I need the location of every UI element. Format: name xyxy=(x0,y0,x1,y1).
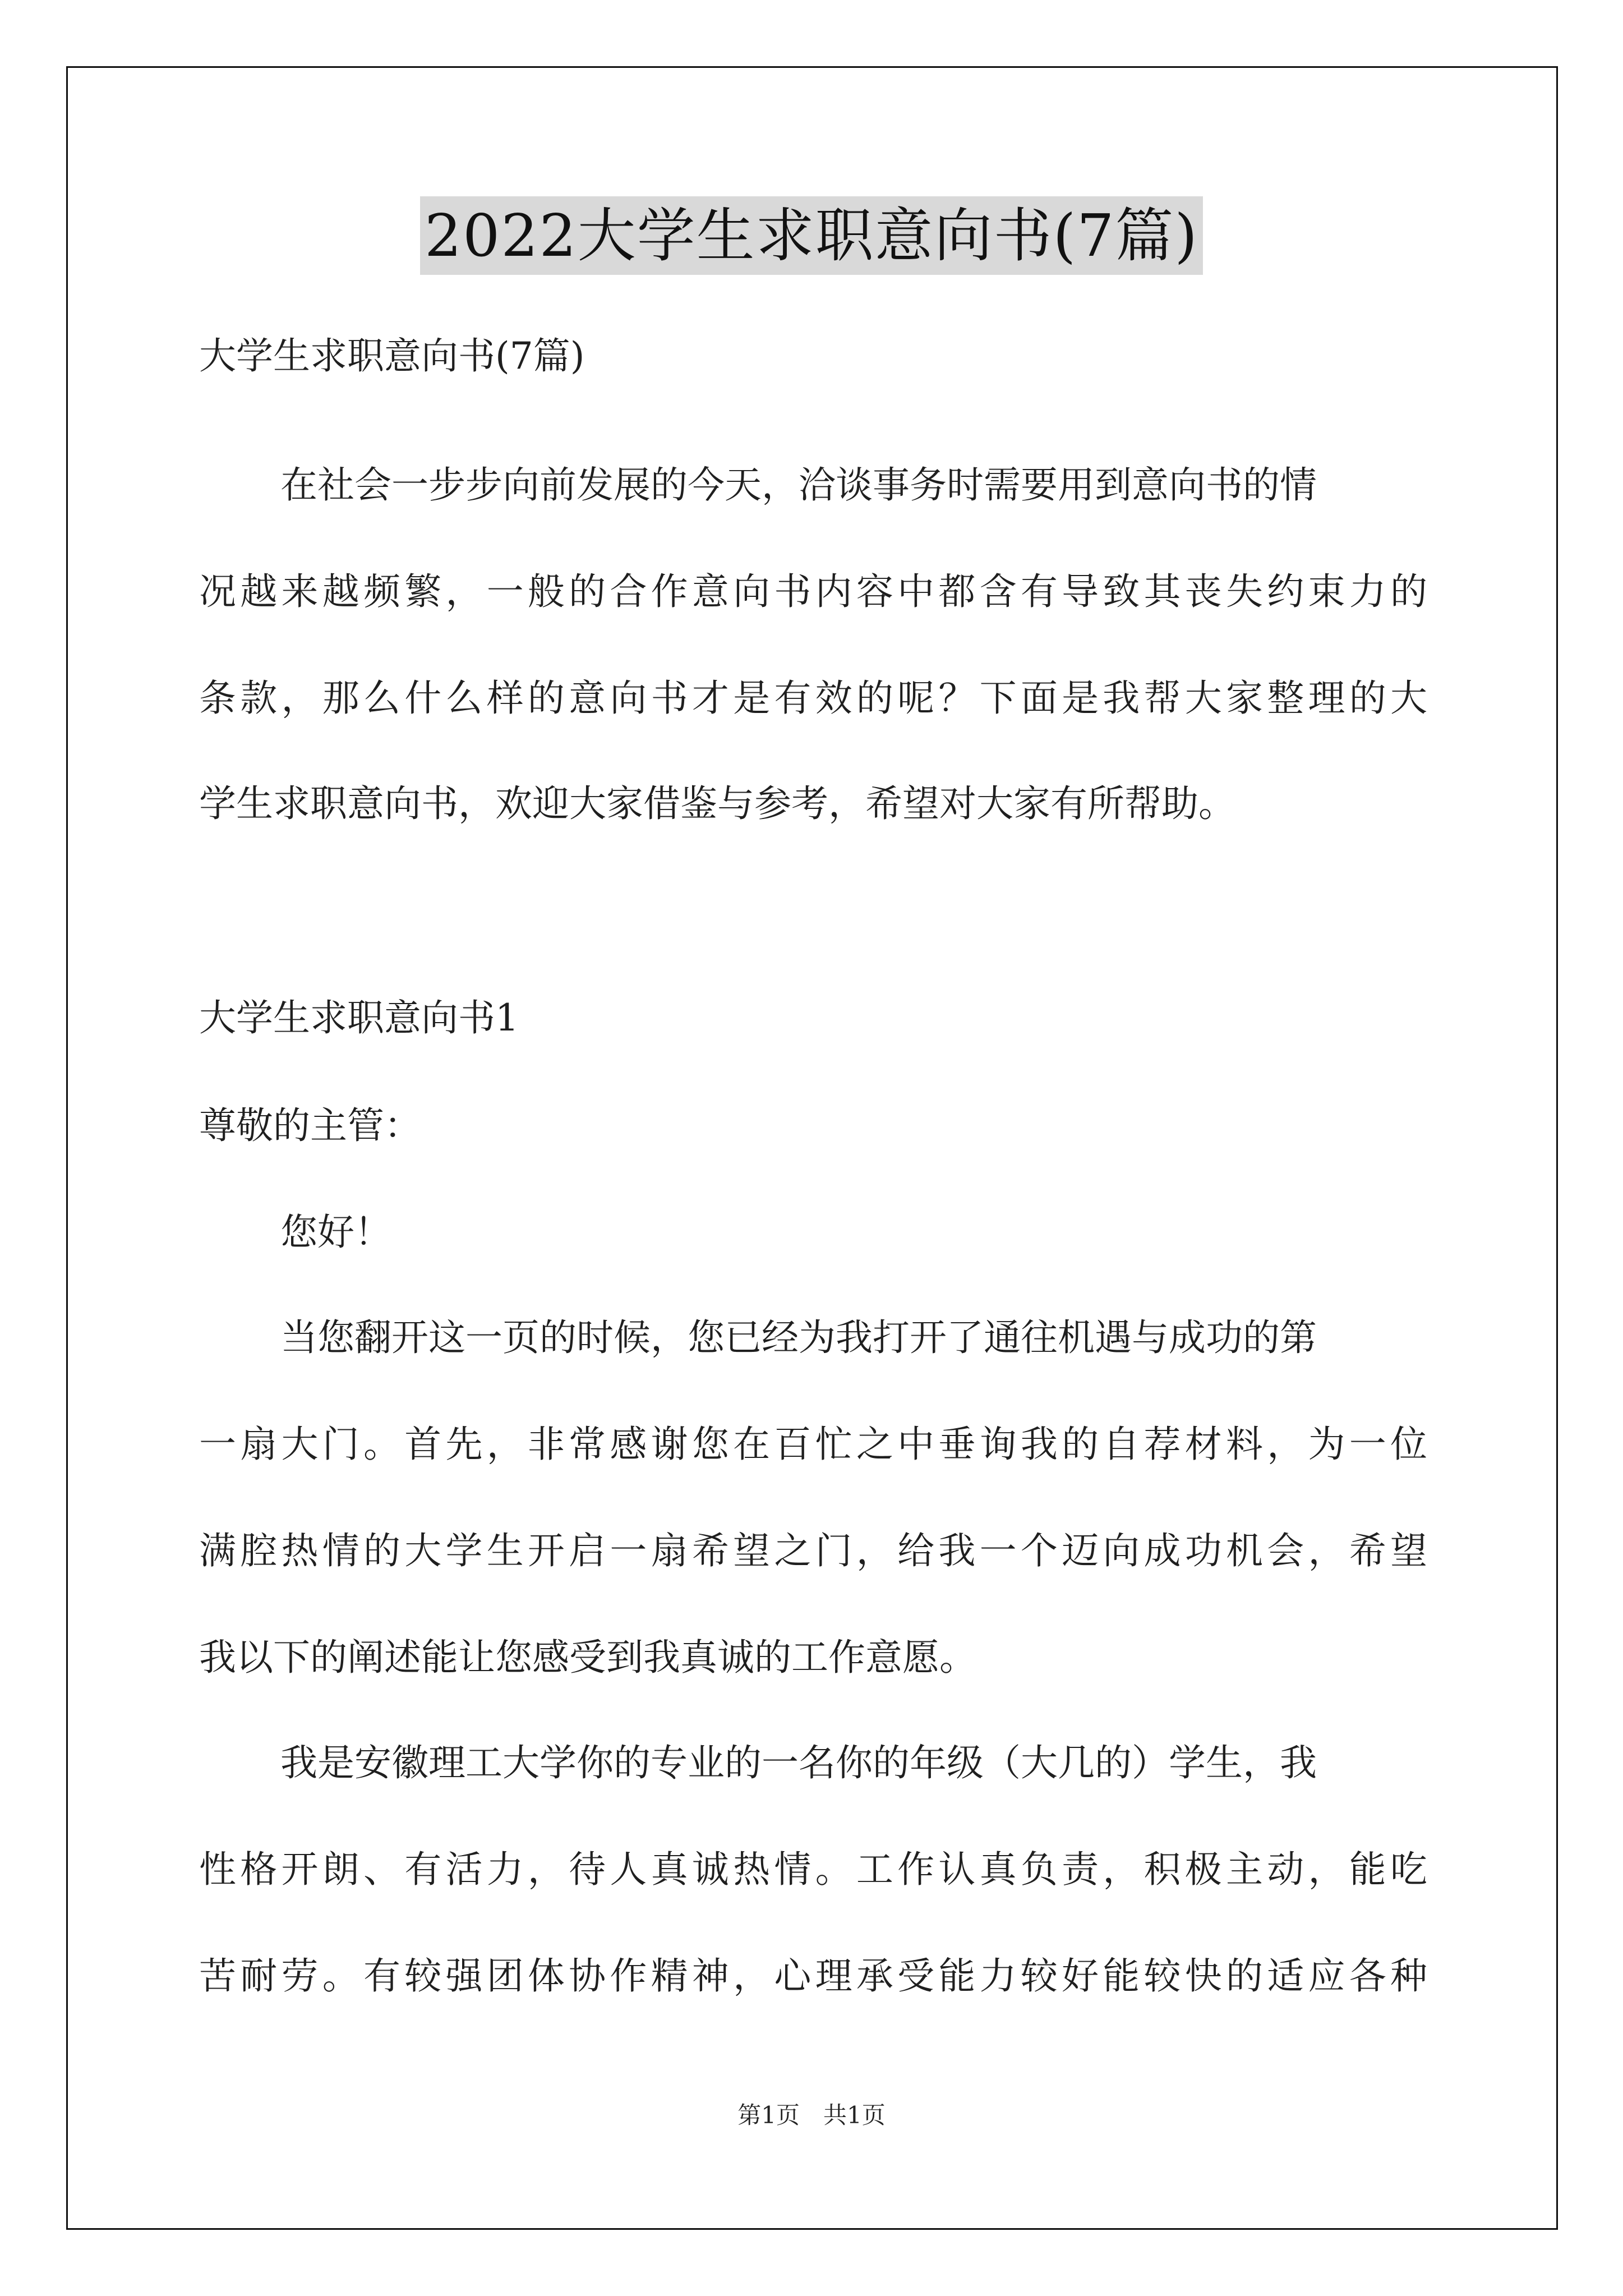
intro-line-4: 学生求职意向书，欢迎大家借鉴与参考，希望对大家有所帮助。 xyxy=(199,782,1235,825)
para1-line-4: 我以下的阐述能让您感受到我真诚的工作意愿。 xyxy=(199,1636,976,1679)
para1-line-1: 当您翻开这一页的时候，您已经为我打开了通往机遇与成功的第 xyxy=(280,1316,1317,1359)
salutation: 尊敬的主管： xyxy=(199,1104,421,1147)
greeting: 您好！ xyxy=(280,1211,391,1254)
intro-line-2: 况越来越频繁，一般的合作意向书内容中都含有导致其丧失约束力的 xyxy=(199,570,1427,613)
para2-line-2: 性格开朗、有活力，待人真诚热情。工作认真负责，积极主动，能吃 xyxy=(199,1848,1427,1891)
para1-line-2: 一扇大门。首先，非常感谢您在百忙之中垂询我的自荐材料，为一位 xyxy=(199,1423,1427,1466)
para2-line-3: 苦耐劳。有较强团体协作精神，心理承受能力较好能较快的适应各种 xyxy=(199,1954,1427,1998)
section-heading-1: 大学生求职意向书1 xyxy=(199,996,519,1039)
intro-line-3: 条款，那么什么样的意向书才是有效的呢？下面是我帮大家整理的大 xyxy=(199,677,1427,720)
document-subtitle: 大学生求职意向书(7篇) xyxy=(199,334,585,378)
title-container xyxy=(0,196,1623,275)
para1-line-3: 满腔热情的大学生开启一扇希望之门，给我一个迈向成功机会，希望 xyxy=(199,1529,1427,1572)
document-title: 2022大学生求职意向书(7篇) xyxy=(420,196,1203,275)
intro-line-1: 在社会一步步向前发展的今天，洽谈事务时需要用到意向书的情 xyxy=(280,463,1317,507)
para2-line-1: 我是安徽理工大学你的专业的一名你的年级（大几的）学生，我 xyxy=(280,1741,1317,1784)
page-footer: 第1页 共1页 xyxy=(737,2101,886,2129)
